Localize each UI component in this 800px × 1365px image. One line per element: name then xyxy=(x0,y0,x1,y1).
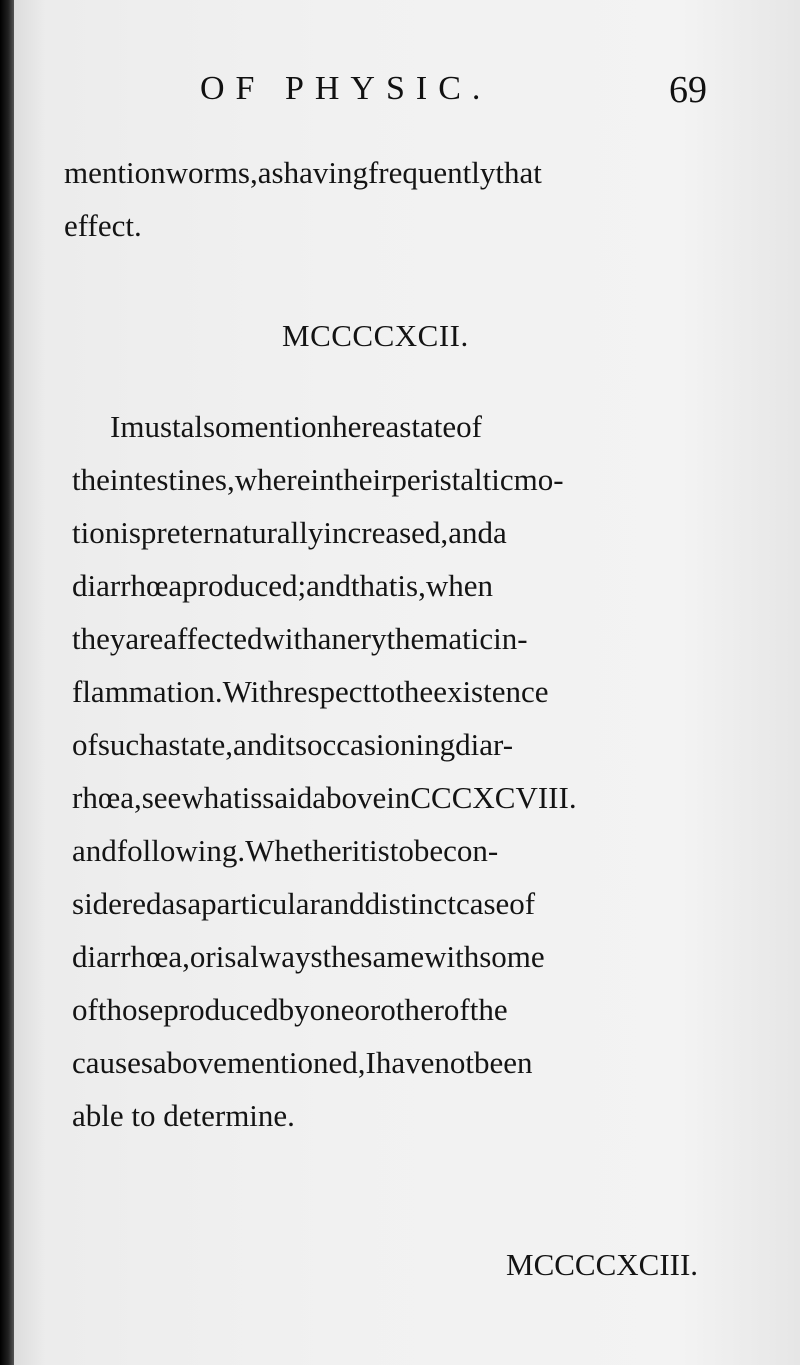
word: what xyxy=(181,780,242,815)
text-line xyxy=(72,930,728,983)
word: other xyxy=(380,992,444,1027)
word: frequently xyxy=(367,155,496,190)
word: some xyxy=(479,939,545,974)
running-title: OF PHYSIC. xyxy=(200,70,492,107)
word: Whether xyxy=(245,833,352,868)
word: above xyxy=(152,1045,227,1080)
word: erythematic xyxy=(346,621,494,656)
word: is, xyxy=(397,568,426,603)
word: a xyxy=(187,886,202,921)
catchword: MCCCCXCIII. xyxy=(506,1247,699,1282)
word: and xyxy=(319,886,365,921)
word: mentioned, xyxy=(226,1045,366,1080)
word: wherein xyxy=(234,462,335,497)
word: affected xyxy=(163,621,263,656)
word: a xyxy=(385,409,400,444)
word: particular xyxy=(201,886,320,921)
word: must xyxy=(120,409,181,444)
word: I xyxy=(365,1045,376,1080)
text-line xyxy=(72,771,728,824)
word: CCCXCVIII. xyxy=(410,780,577,815)
word: diarrhœa, xyxy=(72,939,190,974)
word: of xyxy=(72,727,98,762)
word: here xyxy=(332,409,386,444)
word: said xyxy=(262,780,313,815)
word: respect xyxy=(283,674,372,709)
word: intestines, xyxy=(109,462,235,497)
carryover-text xyxy=(64,146,724,252)
text-line xyxy=(72,877,728,930)
text-line xyxy=(72,559,728,612)
word: the xyxy=(469,992,508,1027)
word: the xyxy=(322,939,361,974)
text-line xyxy=(72,665,728,718)
word: increased, xyxy=(323,515,449,550)
section-number: MCCCCXCII. xyxy=(282,318,469,353)
text-line xyxy=(72,824,728,877)
word: tion xyxy=(72,515,121,550)
word: be xyxy=(413,833,444,868)
word: same xyxy=(360,939,425,974)
word: one xyxy=(309,992,355,1027)
word: produced; xyxy=(182,568,307,603)
word: occasioning xyxy=(307,727,456,762)
word: are xyxy=(125,621,164,656)
word: or xyxy=(189,939,216,974)
word: having xyxy=(283,155,368,190)
word: and xyxy=(72,833,117,868)
word: also xyxy=(180,409,231,444)
word: above xyxy=(312,780,387,815)
word: that xyxy=(350,568,398,603)
text-line xyxy=(72,506,728,559)
word: worms, xyxy=(165,155,258,190)
word: state xyxy=(399,409,457,444)
word: peristaltic xyxy=(391,462,514,497)
word: the xyxy=(72,462,110,497)
word: by xyxy=(278,992,310,1027)
word: causes xyxy=(72,1045,153,1080)
word: case xyxy=(455,886,510,921)
word: is xyxy=(120,515,141,550)
word: mo- xyxy=(513,462,564,497)
word: not xyxy=(434,1045,475,1080)
word: in xyxy=(386,780,411,815)
word: distinct xyxy=(364,886,456,921)
word: to xyxy=(389,833,414,868)
word: to xyxy=(371,674,396,709)
word: diar- xyxy=(455,727,514,762)
text-line xyxy=(72,612,728,665)
word: as xyxy=(161,886,188,921)
text-line xyxy=(72,718,728,771)
word: see xyxy=(141,780,182,815)
word: and xyxy=(232,727,278,762)
page-gutter-shadow xyxy=(0,0,14,1365)
text-line xyxy=(72,453,728,506)
word: with xyxy=(424,939,480,974)
word: is xyxy=(369,833,390,868)
word: sidered xyxy=(72,886,162,921)
word: and xyxy=(448,515,493,550)
word: when xyxy=(425,568,493,603)
word: following. xyxy=(116,833,246,868)
word: a xyxy=(492,515,507,550)
word: a xyxy=(154,727,169,762)
word: of xyxy=(443,992,470,1027)
word: of xyxy=(72,992,98,1027)
page-number: 69 xyxy=(669,69,707,111)
word: it xyxy=(351,833,370,868)
word: existence xyxy=(433,674,549,709)
word: is xyxy=(241,780,263,815)
word: state, xyxy=(168,727,233,762)
word: such xyxy=(97,727,155,762)
word: mention xyxy=(230,409,333,444)
text-line xyxy=(72,1036,728,1089)
text-line: able to determine. xyxy=(72,1098,295,1133)
text-line: effect. xyxy=(64,208,142,243)
word: flammation. xyxy=(72,674,223,709)
word: of xyxy=(509,886,536,921)
text-line xyxy=(72,983,728,1036)
word: the xyxy=(395,674,434,709)
word: as xyxy=(257,155,284,190)
word: that xyxy=(495,155,542,190)
word: or xyxy=(354,992,381,1027)
word: in- xyxy=(493,621,528,656)
word: with xyxy=(262,621,318,656)
word: of xyxy=(456,409,482,444)
word: diarrhœa xyxy=(72,568,183,603)
word: With xyxy=(222,674,284,709)
word: rhœa, xyxy=(72,780,142,815)
word: those xyxy=(97,992,164,1027)
word: produced xyxy=(163,992,279,1027)
word: and xyxy=(306,568,351,603)
book-page xyxy=(14,0,800,1365)
section-paragraph xyxy=(72,400,728,1142)
word: is xyxy=(215,939,237,974)
word: preternaturally xyxy=(140,515,324,550)
word: always xyxy=(236,939,323,974)
text-line xyxy=(64,146,724,199)
word: been xyxy=(474,1045,533,1080)
word: con- xyxy=(443,833,499,868)
word: have xyxy=(375,1045,435,1080)
word: its xyxy=(277,727,308,762)
word: their xyxy=(334,462,392,497)
word: I xyxy=(110,409,121,444)
text-line xyxy=(72,400,728,453)
word: an xyxy=(317,621,347,656)
word: mention xyxy=(64,155,166,190)
word: they xyxy=(72,621,126,656)
